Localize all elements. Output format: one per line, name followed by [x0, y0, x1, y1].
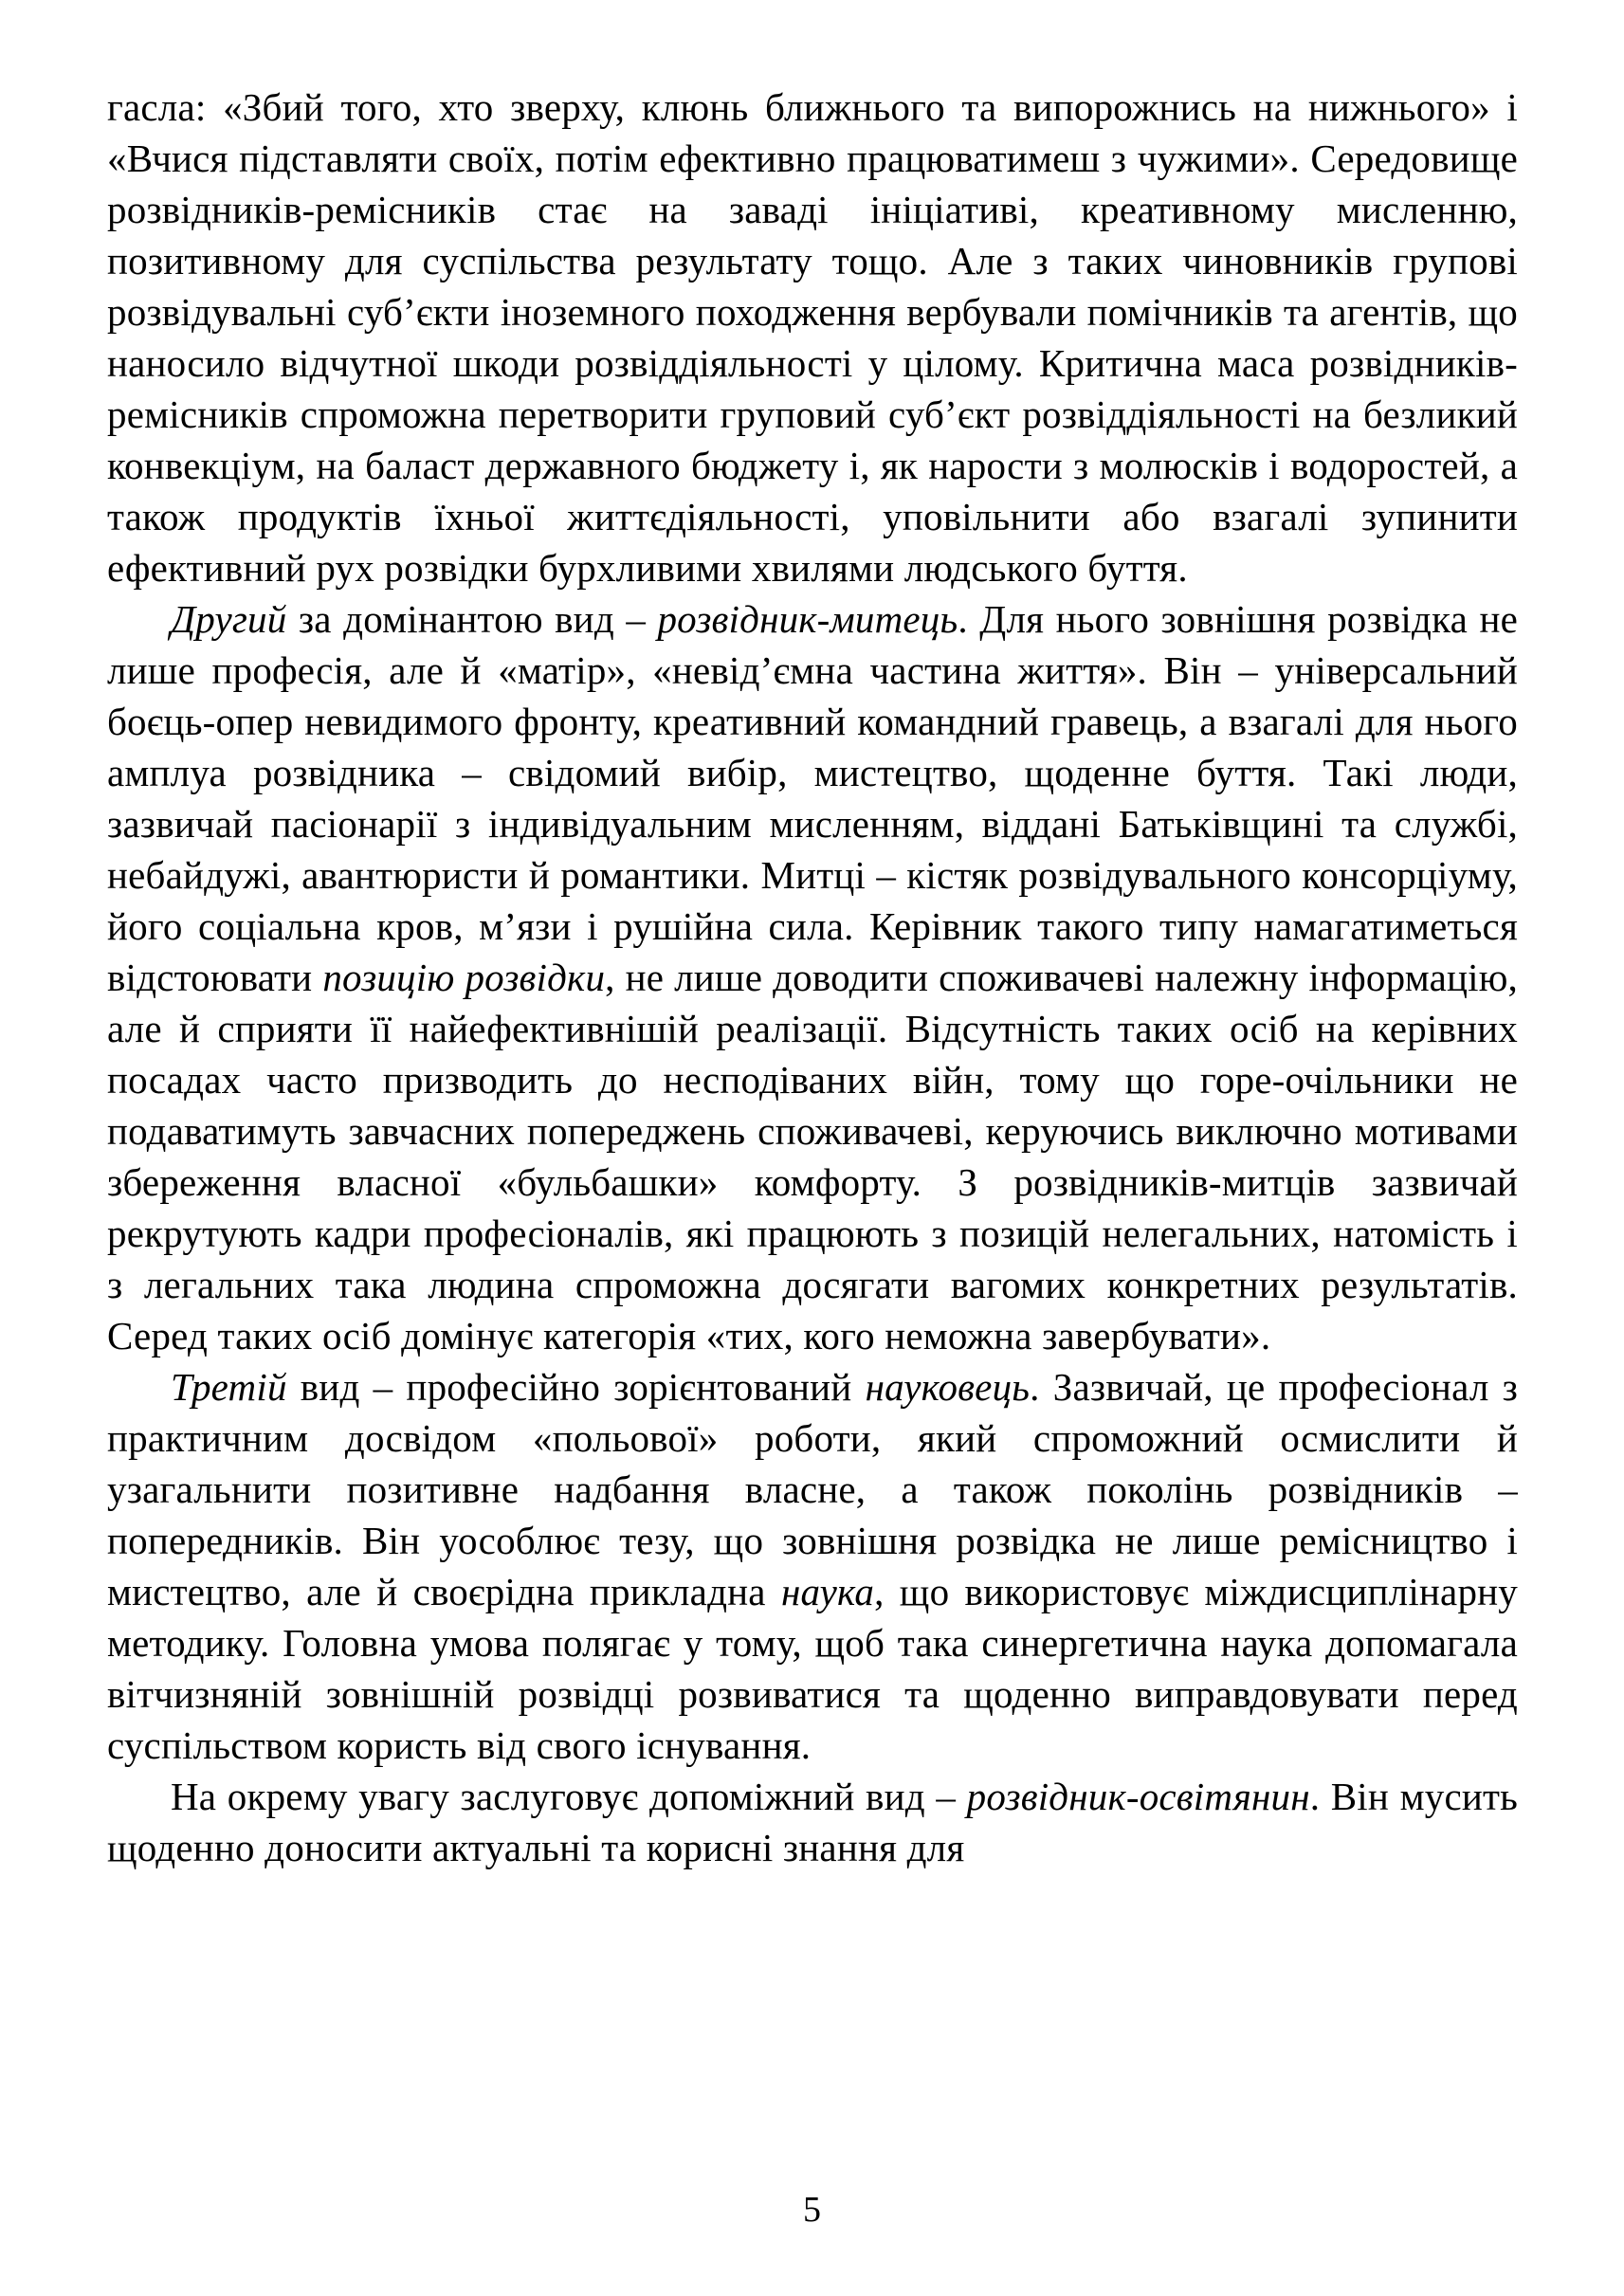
italic-text-run: наука [780, 1570, 875, 1613]
text-run: гасла: «Збий того, хто зверху, клюнь ближнього та випорожнись на нижнього» і «Вчися підставляти своїх, потім ефективно працюватимеш з чужими». Середовище розвідників-ремісників стає на заваді ініціативі, креативному мисленню, позитивному для суспільства результату тощо. Але з таких чиновників групові розвідувальні суб’єкти іноземного походження вербували помічників та агентів, що наносило відчутної шкоди розвіддіяльності у цілому. Критична маса розвідників-ремісників спроможна перетворити груповий суб’єкт розвіддіяльності на безликий конвекціум, на баласт державного бюджету і, як нарости з молюсків і водоростей, а також продуктів їхньої життєдіяльності, уповільнити або взагалі зупинити ефективний рух розвідки бурхливими хвилями людського буття. [107, 85, 1518, 590]
paragraph [107, 1361, 1518, 1771]
italic-text-run: позицію розвідки [322, 956, 606, 999]
paragraph [107, 1771, 1518, 1873]
paragraph [107, 82, 1518, 593]
italic-text-run: науковець [865, 1365, 1031, 1409]
page-content [107, 82, 1518, 1873]
text-run: , що використовує міждисциплінарну методику. Головна умова полягає у тому, щоб така синергетична наука допомагала вітчизняній зовнішній розвідці розвиватися та щоденно виправдовувати перед суспільством користь від свого існування. [107, 1570, 1519, 1767]
text-run: . Для нього зовнішня розвідка не лише професія, але й «матір», «невід’ємна частина життя». Він – універсальний боєць-опер невидимого фронту, креативний командний гравець, а взагалі для нього амплуа розвідника – свідомий вибір, мистецтво, щоденне буття. Такі люди, зазвичай пасіонарії з індивідуальним мисленням, віддані Батьківщині та службі, небайдужі, авантюристи й романтики. Митці – кістяк розвідувального консорціуму, його соціальна кров, м’язи і рушійна сила. Керівник такого типу намагатиметься відстоювати [107, 597, 1518, 999]
italic-text-run: Другий [171, 597, 287, 641]
italic-text-run: розвідник-освітянин [966, 1775, 1310, 1818]
text-run: вид – професійно зорієнтований [286, 1365, 866, 1409]
text-run: . Зазвичай, це професіонал з практичним досвідом «польової» роботи, який спроможний осмислити й узагальнити позитивне надбання власне, а також поколінь розвідників – попередників. Він уособлює тезу, що зовнішня розвідка не лише ремісництво і мистецтво, але й своєрідна прикладна [107, 1365, 1518, 1613]
page-number: 5 [803, 2190, 821, 2230]
text-run: , не лише доводити споживачеві належну інформацію, але й сприяти її найефективнішій реалізації. Відсутність таких осіб на керівних посадах часто призводить до несподіваних війн, тому що горе-очільники не подаватимуть завчасних попереджень споживачеві, керуючись виключно мотивами збереження власної «бульбашки» комфорту. З розвідників-митців зазвичай рекрутують кадри професіоналів, які працюють з позицій нелегальних, натомість і з легальних така людина спроможна досягати вагомих конкретних результатів. Серед таких осіб домінує категорія «тих, кого неможна завербувати». [107, 956, 1518, 1358]
text-run: . Він мусить щоденно доносити актуальні та корисні знання для [107, 1775, 1518, 1869]
italic-text-run: розвідник-митець [657, 597, 958, 641]
text-run: за домінантою вид – [286, 597, 658, 641]
italic-text-run: Третій [171, 1365, 287, 1409]
text-run: На окрему увагу заслуговує допоміжний вид – [171, 1775, 967, 1818]
paragraph [107, 593, 1518, 1361]
